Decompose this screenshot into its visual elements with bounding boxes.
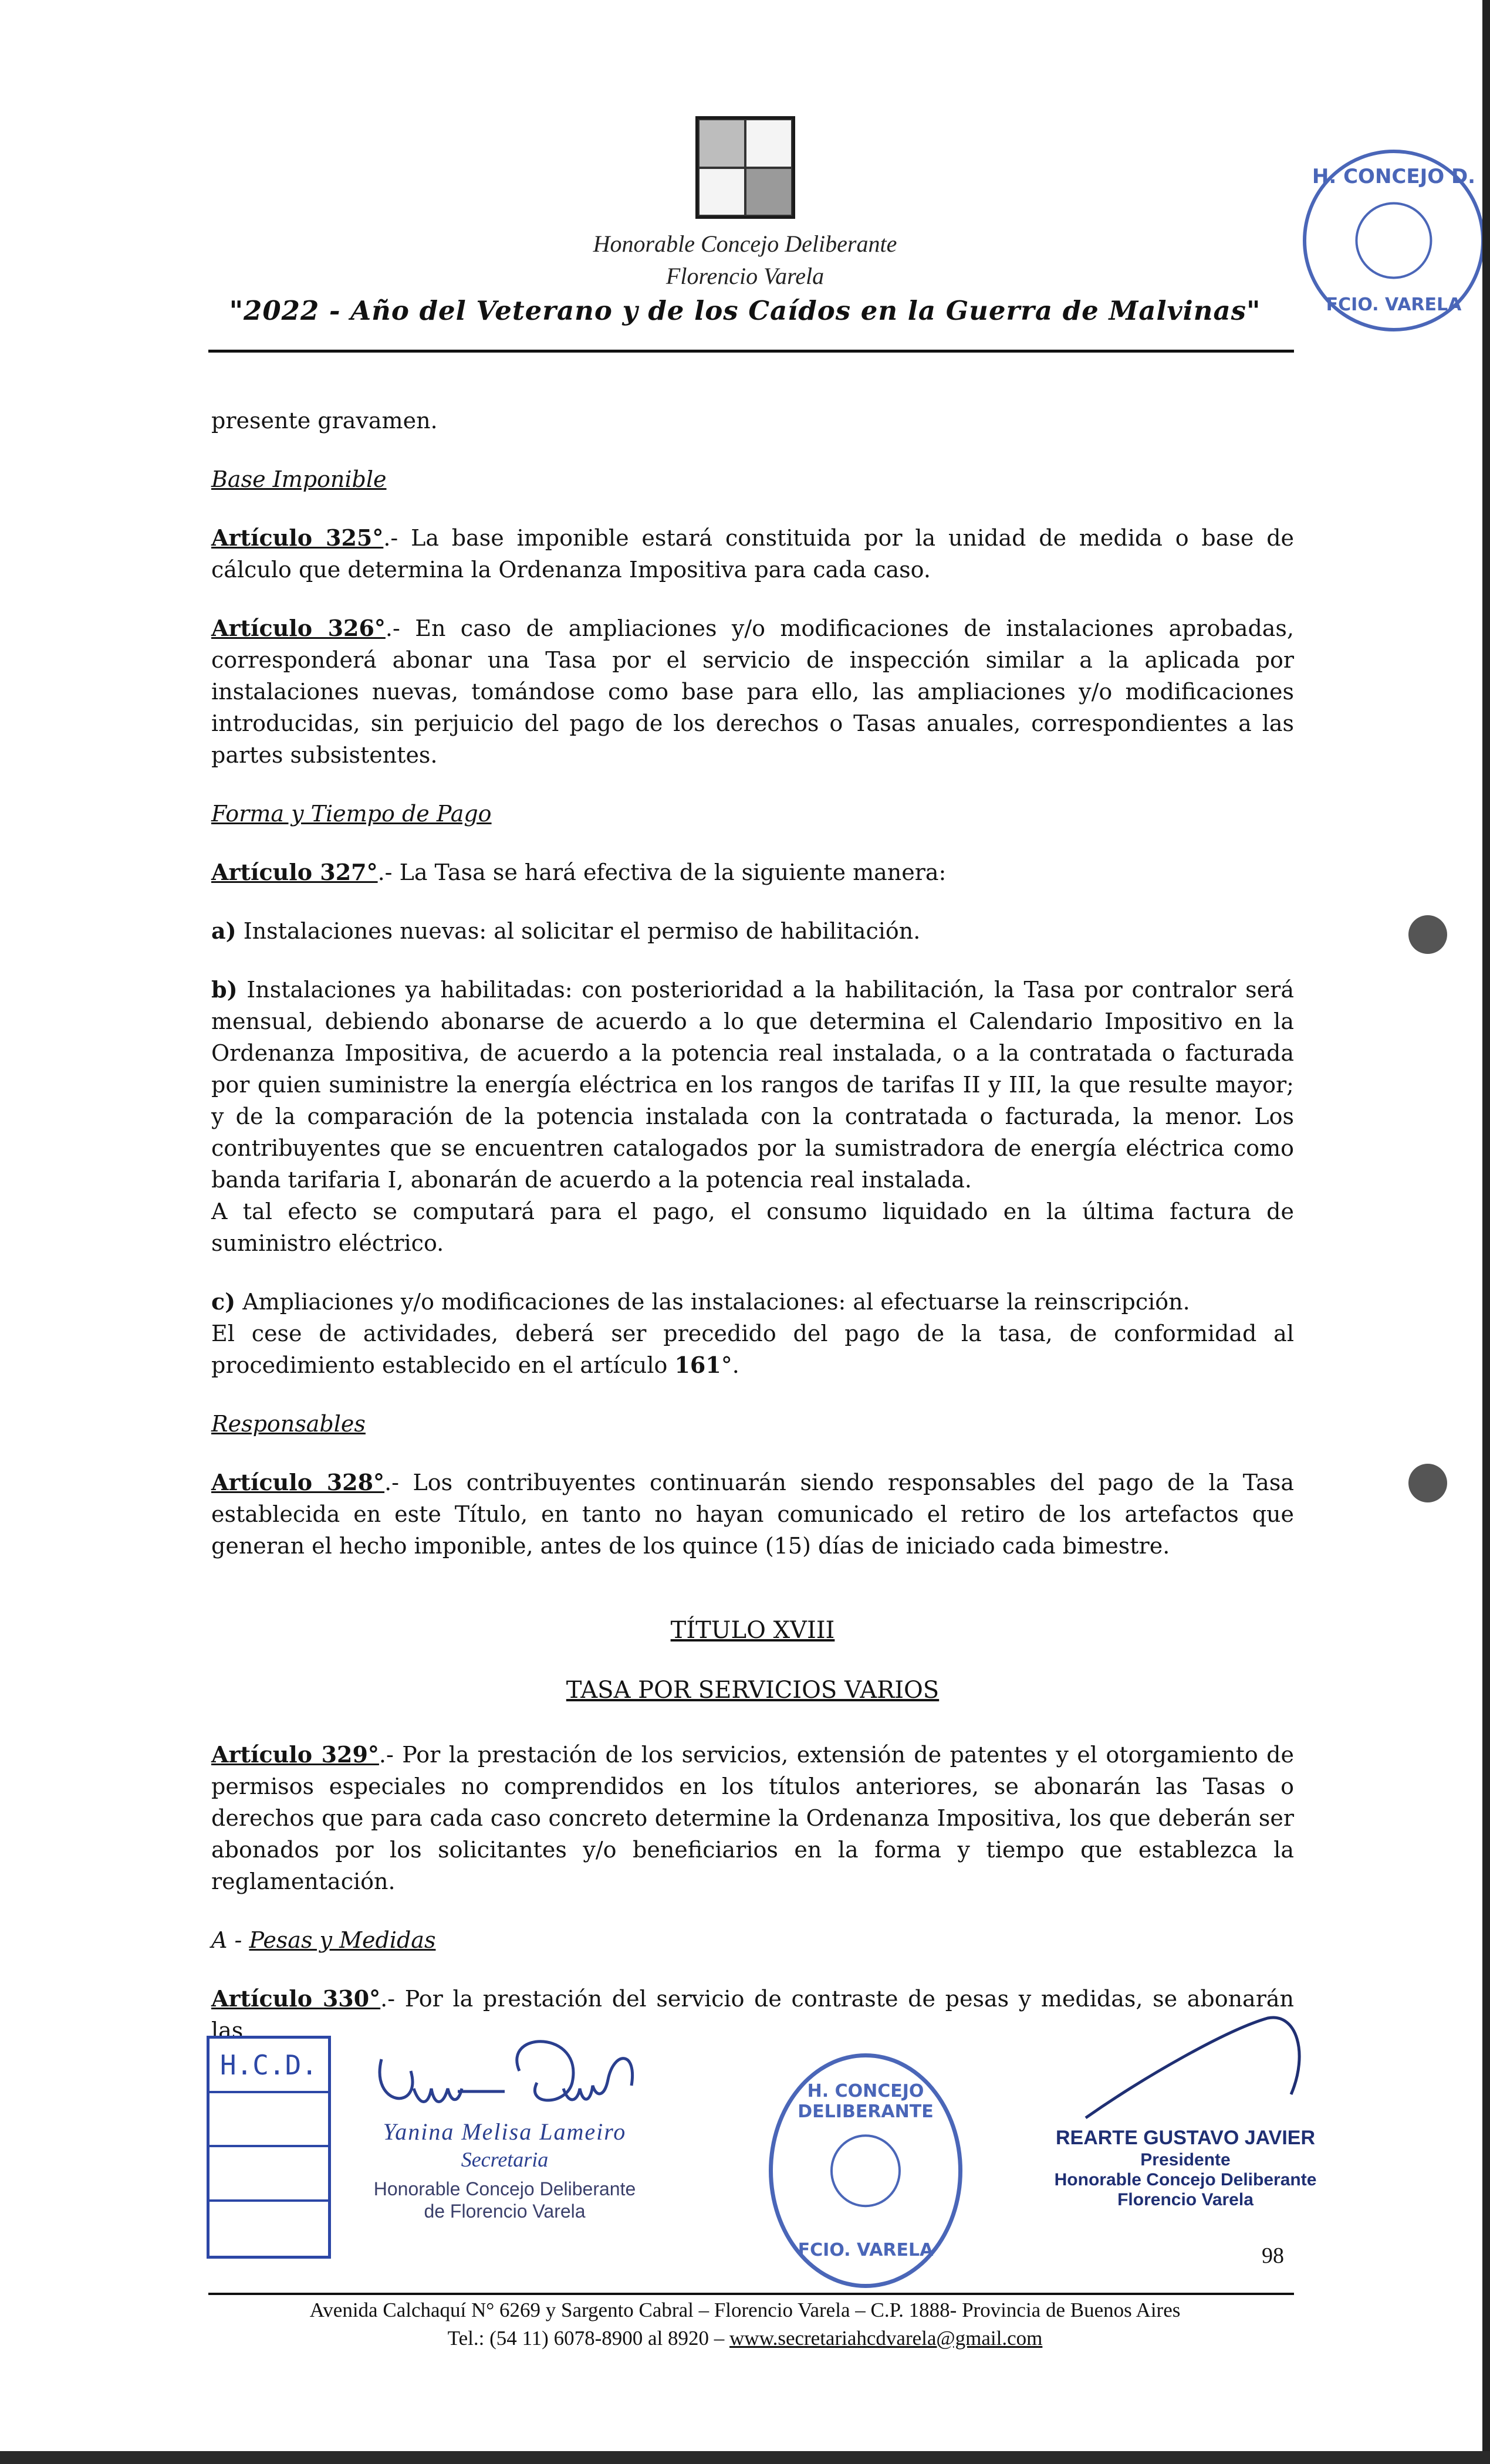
item-c [211,1286,1294,1318]
item-c-note [211,1318,1294,1381]
article-328-label: Artículo 328° [211,1469,385,1495]
title-tasa-servicios-varios: TASA POR SERVICIOS VARIOS [566,1677,940,1704]
item-c-note-text: El cese de actividades, deberá ser precedido del pago de la tasa, de conformidad al procedimiento establecido en el artículo [211,1321,1294,1378]
item-b-note: A tal efecto se computará para el pago, el consumo liquidado en la última factura de suministro eléctrico. [211,1199,1294,1256]
title-xviii: TÍTULO XVIII [670,1617,835,1644]
article-326 [211,612,1294,771]
seal-bottom-top-text: H. CONCEJO DELIBERANTE [798,2081,934,2122]
item-b-text: Instalaciones ya habilitadas: con posterioridad a la habilitación, la Tasa por contralor será mensual, debiendo abonarse de acuerdo a lo que determina el Calendario Impositivo en la Ordenanza Impositiva, de acuerdo a la potencia real instalada, o a la contratada o facturada por quien suministre la energía eléctrica en los rangos de tarifas II y III, la que resulte mayor; y de la comparación de la potencia instalada con la contratada o facturada, la menor. Los contribuyentes que se encuentren catalogados por la sumistradora de energía eléctrica como banda tarifaria I, abonarán de acuerdo a la potencia real instalada. [211,977,1294,1193]
secretary-role: Secretaria [461,2148,549,2171]
heading-pesas-text: Pesas y Medidas [249,1927,436,1953]
secretary-institution-line1: Honorable Concejo Deliberante [373,2178,636,2199]
footer-email-link[interactable]: www.secretariahcdvarela@gmail.com [729,2327,1043,2350]
paragraph-gravamen: presente gravamen. [211,408,438,434]
president-info [1039,2150,1332,2210]
article-325 [211,522,1294,585]
item-a [211,915,1294,947]
footer-divider [208,2293,1294,2295]
article-330-text: .- Por la prestación del servicio de contraste de pesas y medidas, se abonarán las [211,1986,1294,2043]
article-328-text: .- Los contribuyentes continuarán siendo responsables del pago de la Tasa establecida en este Título, en tanto no hayan comunicado el retiro de los artefactos que generan el hecho imponible, antes de los quince (15) días de iniciado cada bimestre. [211,1470,1294,1559]
page-number: 98 [1262,2243,1284,2268]
article-327 [211,857,1294,888]
seal-top-text: H. CONCEJO D. [1312,165,1476,188]
president-institution: Honorable Concejo Deliberante [1054,2170,1317,2189]
article-325-text: .- La base imponible estará constituida por la unidad de medida o base de cálculo que determina la Ordenanza Impositiva para cada caso. [211,525,1295,583]
scan-edge-bottom [0,2451,1490,2464]
footer-address: Avenida Calchaquí N° 6269 y Sargento Cabral – Florencio Varela – C.P. 1888- Provincia de Buenos Aires [309,2299,1181,2321]
item-b-label: b) [211,976,238,1003]
article-327-text: .- La Tasa se hará efectiva de la siguiente manera: [377,859,947,885]
seal-bottom-text: FCIO. VARELA [1326,295,1462,315]
heading-pesas-medidas [211,1924,1294,1956]
footer-contact [0,2327,1490,2350]
institution-city: Florencio Varela [665,263,825,289]
secretary-signature [370,2036,675,2124]
heading-pesas-prefix: A - [211,1927,249,1953]
document-body [211,405,1294,2073]
article-326-text: .- En caso de ampliaciones y/o modificaciones de instalaciones aprobadas, corresponderá abonar una Tasa por el servicio de inspección similar a la aplicada por instalaciones nuevas, tomándose como base para ello, las ampliaciones y/o modificaciones introducidas, sin perjuicio del pago de los derechos o Tasas anuales, correspondientes a las partes subsistentes. [211,615,1295,768]
article-328 [211,1467,1294,1562]
president-role: Presidente [1140,2150,1231,2169]
seal-bottom-emblem [830,2134,901,2207]
item-c-note-end: °. [721,1352,739,1378]
heading-responsables: Responsables [211,1411,366,1437]
municipal-crest-logo [695,116,795,219]
item-b [211,974,1294,1196]
item-c-label: c) [211,1288,236,1315]
council-seal-top [1303,150,1485,331]
article-329-label: Artículo 329° [211,1741,379,1768]
secretary-name: Yanina Melisa Lameiro [383,2118,627,2145]
header-divider [208,350,1294,353]
article-reference: 161 [674,1352,721,1378]
hcd-stamp-box [207,2036,331,2259]
article-329-text: .- Por la prestación de los servicios, extensión de patentes y el otorgamiento de permisos especiales no comprendidos en los títulos anteriores, se abonarán las Tasas o derechos que para cada caso concreto determine la Ordenanza Impositiva, los que deberán ser abonados por los solicitantes y/o beneficiarios en la forma y tiempo que establezca la reglamentación. [211,1742,1294,1894]
article-326-label: Artículo 326° [211,615,386,641]
president-name: REARTE GUSTAVO JAVIER [1055,2127,1316,2149]
article-329 [211,1739,1294,1897]
seal-emblem [1355,202,1432,279]
president-city: Florencio Varela [1117,2190,1254,2209]
article-330-label: Artículo 330° [211,1985,381,2012]
heading-forma-tiempo-pago: Forma y Tiempo de Pago [211,801,492,827]
item-c-text: Ampliaciones y/o modificaciones de las instalaciones: al efectuarse la reinscripción. [235,1289,1190,1315]
punch-hole-lower [1408,1464,1447,1502]
item-a-label: a) [211,918,236,944]
seal-bottom-bottom-text: FCIO. VARELA [798,2240,934,2260]
year-motto: "2022 - Año del Veterano y de los Caídos en la Guerra de Malvinas" [229,295,1261,326]
punch-hole-upper [1408,915,1447,954]
article-325-label: Artículo 325° [211,524,384,551]
institution-name: Honorable Concejo Deliberante [593,231,897,257]
hcd-stamp-cell [210,2093,328,2148]
president-signature [1074,2006,1320,2124]
hcd-stamp-cell [210,2147,328,2202]
scan-edge-right [1482,0,1490,2464]
item-a-text: Instalaciones nuevas: al solicitar el permiso de habilitación. [236,918,921,944]
council-seal-bottom [769,2053,962,2288]
secretary-institution [352,2178,657,2222]
footer-phone: Tel.: (54 11) 6078-8900 al 8920 – [447,2327,730,2350]
heading-base-imponible: Base Imponible [211,466,387,492]
secretary-institution-line2: de Florencio Varela [424,2201,586,2222]
article-327-label: Artículo 327° [211,859,378,885]
hcd-stamp-cell [210,2202,328,2256]
hcd-stamp-label: H.C.D. [210,2039,328,2093]
